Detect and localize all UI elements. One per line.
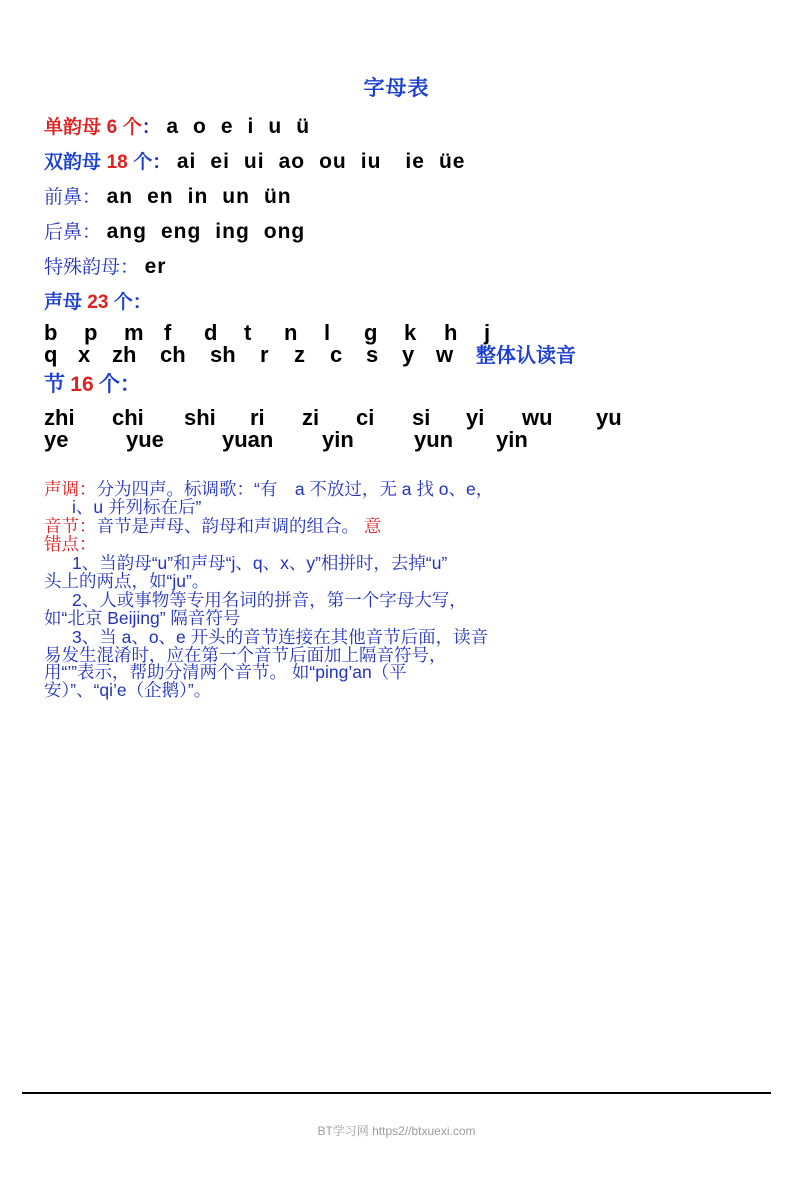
single-final-letters: a o e i u ü (166, 115, 311, 138)
footer-divider (22, 1092, 771, 1094)
whole-syllables-row-1: zhi chi shi ri zi ci si yi wu yu (44, 405, 622, 430)
item2-line-2: 如“北京 Beijing” 隔音符号 (44, 607, 241, 628)
row-double-final (44, 151, 749, 172)
front-nasal-colon: ： (82, 187, 102, 208)
initials-row-1: b p m f d t n l g k h j (44, 320, 491, 345)
back-nasal-letters: ang eng ing ong (106, 220, 306, 243)
whole-syllables-label-part1: 整体认读音 (476, 345, 576, 367)
row-initials-heading (44, 293, 749, 312)
row-back-nasal (44, 221, 749, 242)
syllable-text: 音节是声母、韵母和声调的组合。 (96, 516, 359, 536)
double-final-label: 双韵母 (44, 152, 102, 173)
double-final-unit: 个 (133, 152, 153, 173)
front-nasal-label: 前鼻 (44, 187, 83, 208)
whole-syllables-colon: ： (119, 373, 141, 396)
initials-label: 声母 (44, 292, 83, 313)
whole-syllables-unit: 个 (98, 373, 120, 396)
row-whole-syllables-heading (44, 374, 749, 395)
footer-watermark: BT学习网 https2//btxuexi.com (317, 1124, 476, 1138)
note-syllable-line (44, 518, 749, 536)
whole-syllables-count: 16 (70, 373, 94, 396)
note-item-2 (44, 592, 749, 627)
front-nasal-letters: an en in un ün (106, 185, 292, 208)
note-tone (44, 481, 749, 516)
special-final-colon: ： (120, 257, 140, 278)
initials-row-2: q x zh ch sh r z c s y w 整体认读音 (44, 342, 576, 367)
special-final-label: 特殊韵母 (44, 257, 121, 278)
whole-syllables-row-2: ye yue yuan yin yun yin (44, 427, 528, 452)
single-final-colon: ： (141, 117, 161, 138)
note-tone-line-2 (44, 496, 749, 517)
back-nasal-label: 后鼻 (44, 222, 83, 243)
item3-line-1: 3、当 a、o、e 开头的音节连接在其他音节后面，读音 (72, 627, 489, 647)
row-special-final (44, 256, 749, 277)
mistake-label-part2: 错点： (44, 533, 97, 554)
item1-line-1: 1、当韵母“u”和声母“j、q、x、y”相拼时，去掉“u” (72, 553, 448, 573)
whole-syllables-letters (44, 407, 749, 451)
tone-text-1: 分为四声。标调歌：“有 a 不放过，无 a 找 o、e， (96, 479, 494, 499)
note-item-1 (44, 555, 749, 590)
document-page (0, 72, 793, 1194)
single-final-count: 6 (106, 117, 118, 138)
row-single-final (44, 116, 749, 137)
row-front-nasal (44, 186, 749, 207)
mistake-label-part1: 意 (363, 516, 382, 536)
item3-line-2: 易发生混淆时，应在第一个音节后面加上隔音符号， (44, 644, 447, 665)
syllable-label: 音节： (44, 516, 97, 536)
whole-syllables-label-part2: 节 (44, 373, 65, 396)
single-final-unit: 个 (122, 117, 142, 138)
single-final-label: 单韵母 (44, 117, 102, 138)
note-syllable (44, 518, 749, 553)
initials-count: 23 (87, 292, 109, 313)
tone-label: 声调： (44, 479, 97, 499)
item3-line-3: 用“’”表示，帮助分清两个音节。 如“ping’an（平 (44, 662, 407, 682)
initials-letters (44, 322, 749, 366)
special-final-letters: er (144, 255, 167, 278)
double-final-count: 18 (106, 152, 128, 173)
page-title: 字母表 (363, 77, 430, 100)
item3-line-4: 安）”、“qi’e（企鹅）”。 (44, 679, 212, 700)
item2-line-1: 2、人或事物等专用名词的拼音，第一个字母大写， (72, 590, 467, 610)
double-final-letters: ai ei ui ao ou iu ie üe (176, 150, 466, 173)
initials-unit: 个 (113, 292, 133, 313)
initials-colon: ： (132, 292, 152, 313)
note-item-3 (44, 629, 749, 699)
back-nasal-colon: ： (82, 222, 102, 243)
double-final-colon: ： (152, 152, 172, 173)
note-mistake-label-line (44, 533, 749, 554)
item1-line-2: 头上的两点，如“ju”。 (44, 570, 210, 591)
notes-section (44, 481, 749, 699)
tone-text-2: i、u 并列标在后” (72, 496, 202, 517)
